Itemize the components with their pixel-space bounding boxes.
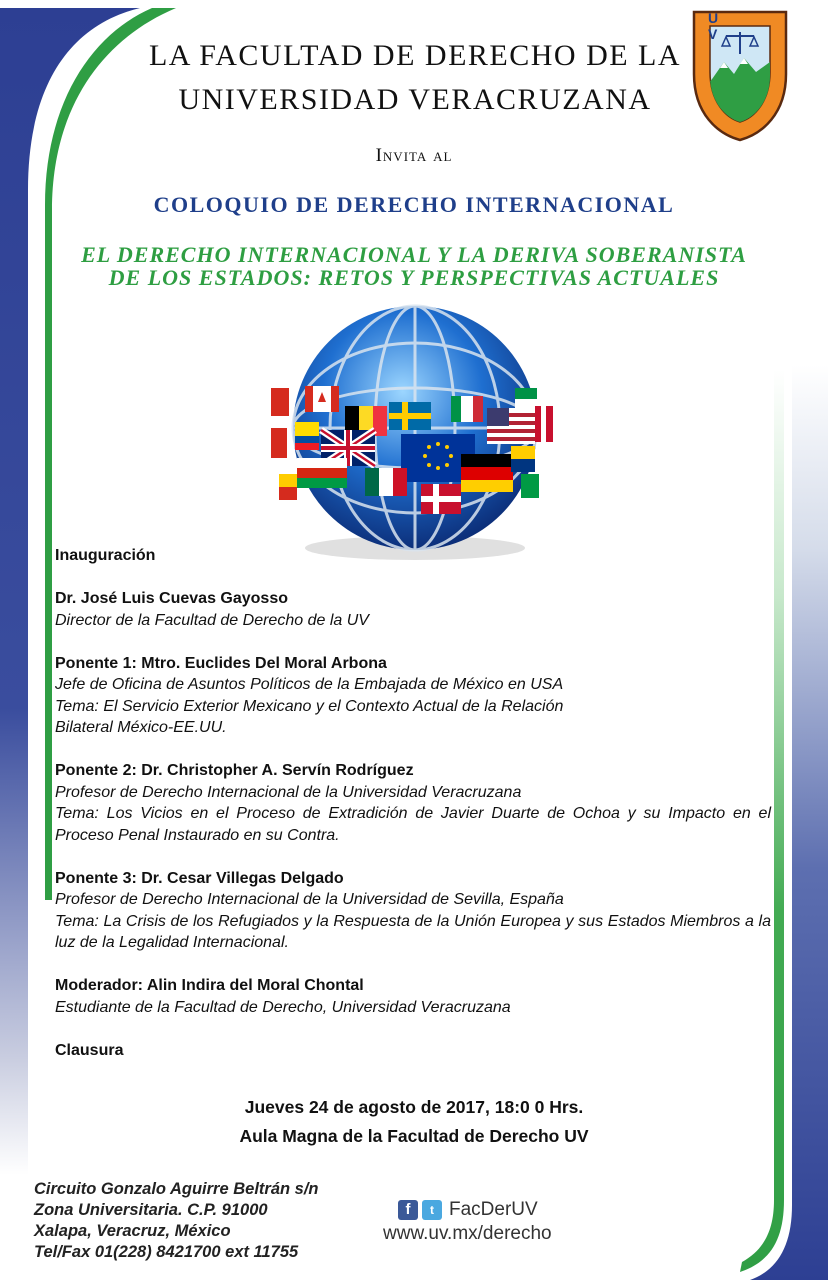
facebook-icon[interactable]: f bbox=[398, 1200, 418, 1220]
speaker1-role: Jefe de Oficina de Asuntos Políticos de la Embajada de México en USA bbox=[55, 676, 564, 693]
speaker2-role: Profesor de Derecho Internacional de la Universidad Veracruzana bbox=[55, 783, 522, 801]
faculty-title-line2: UNIVERSIDAD VERACRUZANA bbox=[178, 82, 652, 116]
speaker1-topic-line1: Tema: El Servicio Exterior Mexicano y el Contexto Actual de la Relación bbox=[55, 697, 564, 715]
speaker1-topic-line2: Bilateral México-EE.UU. bbox=[55, 719, 227, 736]
speaker3-role: Profesor de Derecho Internacional de la Universidad de Sevilla, España bbox=[55, 891, 564, 908]
address-line2: Zona Universitaria. C.P. 91000 bbox=[34, 1201, 268, 1219]
speaker2-topic: Tema: Los Vicios en el Proceso de Extradición de Javier Duarte de Ochoa y su Impacto en el Proceso Penal Instaurado en su Contra. bbox=[55, 805, 771, 844]
invitation-text: Invita al bbox=[375, 145, 453, 166]
social-handle[interactable]: FacDerUV bbox=[449, 1199, 538, 1220]
university-crest-icon bbox=[690, 10, 790, 147]
address-line3: Xalapa, Veracruz, México bbox=[34, 1222, 231, 1240]
speaker2-name: Ponente 2: Dr. Christopher A. Servín Rodríguez bbox=[55, 762, 414, 779]
event-venue: Aula Magna de la Facultad de Derecho UV bbox=[239, 1126, 589, 1146]
event-subtitle bbox=[60, 243, 768, 289]
twitter-icon[interactable]: t bbox=[422, 1200, 442, 1220]
speaker3-name: Ponente 3: Dr. Cesar Villegas Delgado bbox=[55, 869, 344, 887]
subtitle-line1: EL DERECHO INTERNACIONAL Y LA DERIVA SOBERANISTA bbox=[81, 242, 747, 267]
director-role: Director de la Facultad de Derecho de la UV bbox=[55, 611, 369, 629]
inauguration-label: Inauguración bbox=[55, 547, 156, 564]
closing-label: Clausura bbox=[55, 1041, 124, 1059]
website-link[interactable]: www.uv.mx/derecho bbox=[383, 1223, 552, 1244]
faculty-title bbox=[120, 34, 710, 121]
subtitle-line2: DE LOS ESTADOS: RETOS Y PERSPECTIVAS ACTUALES bbox=[108, 265, 720, 291]
program-section bbox=[55, 545, 771, 1061]
event-title: COLOQUIO DE DERECHO INTERNACIONAL bbox=[153, 192, 675, 217]
event-date-time: Jueves 24 de agosto de 2017, 18:0 0 Hrs. bbox=[244, 1097, 584, 1117]
social-links bbox=[383, 1199, 552, 1245]
speaker1-name: Ponente 1: Mtro. Euclides Del Moral Arbona bbox=[55, 654, 387, 672]
footer-address bbox=[34, 1179, 319, 1263]
crest-initials: U V bbox=[708, 10, 749, 42]
speaker3-topic: Tema: La Crisis de los Refugiados y la Respuesta de la Unión Europea y sus Estados Miembros a la luz de la Legalidad Internacional. bbox=[55, 912, 771, 951]
event-info bbox=[0, 1093, 828, 1151]
faculty-title-line1: LA FACULTAD DE DERECHO DE LA bbox=[148, 39, 682, 72]
moderator-name: Moderador: Alin Indira del Moral Chontal bbox=[55, 977, 364, 994]
director-name: Dr. José Luis Cuevas Gayosso bbox=[55, 590, 288, 607]
globe-with-flags-icon bbox=[265, 298, 565, 571]
moderator-role: Estudiante de la Facultad de Derecho, Universidad Veracruzana bbox=[55, 998, 511, 1016]
phone-line: Tel/Fax 01(228) 8421700 ext 11755 bbox=[34, 1243, 299, 1261]
address-line1: Circuito Gonzalo Aguirre Beltrán s/n bbox=[34, 1180, 319, 1198]
